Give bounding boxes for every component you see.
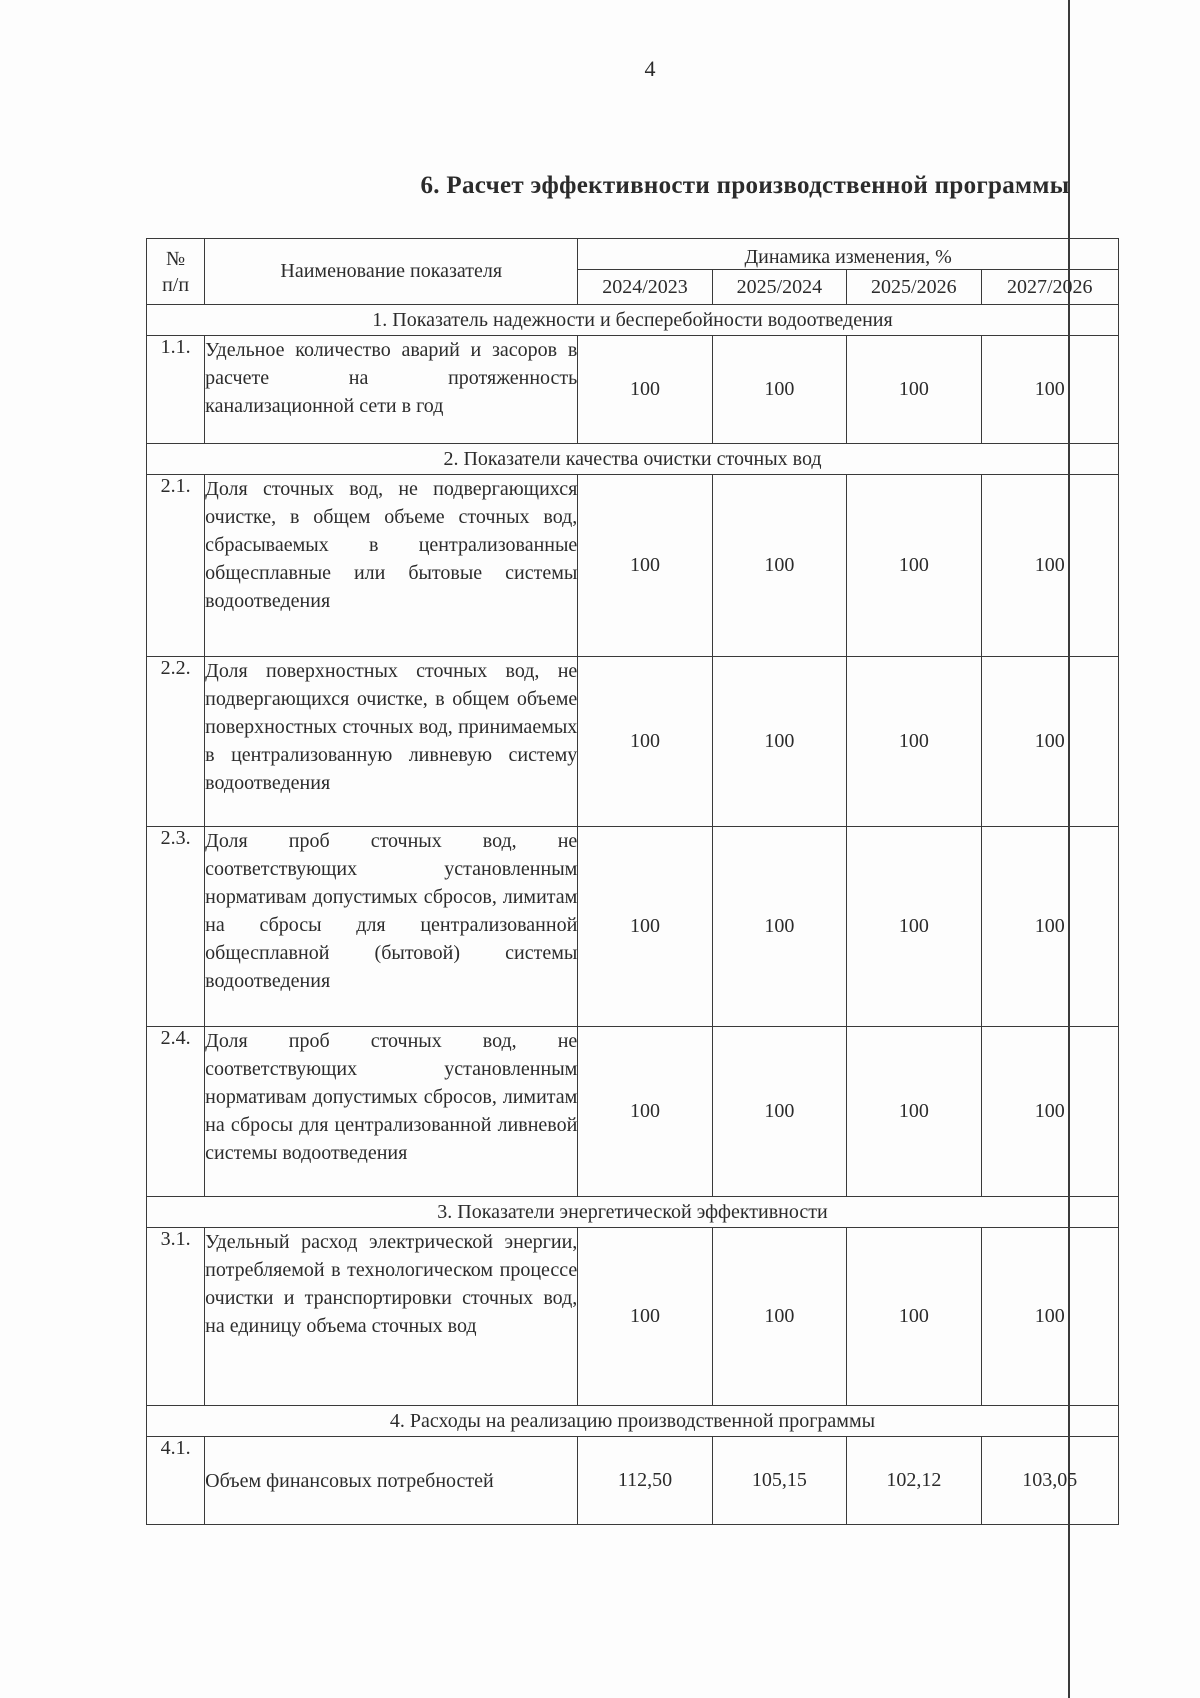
value-cell: 102,12 [847, 1437, 981, 1525]
value-cell: 100 [578, 475, 712, 657]
row-number: 4.1. [147, 1437, 205, 1525]
page-number: 4 [644, 56, 656, 81]
value-cell: 100 [578, 336, 712, 444]
value-cell: 100 [578, 1228, 712, 1406]
row-number: 1.1. [147, 336, 205, 444]
efficiency-table [146, 238, 1119, 1525]
section-title: 2. Показатели качества очистки сточных вод [147, 444, 1119, 475]
document-title: 6. Расчет эффективности производственной программы [420, 172, 1070, 199]
value-cell: 100 [981, 827, 1118, 1027]
header-year: 2025/2024 [712, 270, 846, 305]
header-year: 2027/2026 [981, 270, 1118, 305]
value-cell: 100 [847, 827, 981, 1027]
row-number: 2.2. [147, 657, 205, 827]
indicator-name: Доля поверхностных сточных вод, не подвергающихся очистке, в общем объеме поверхностных сточных вод, принимаемых в централизованную ливневую систему водоотведения [205, 657, 578, 827]
header-number [147, 239, 205, 305]
value-cell: 100 [578, 1027, 712, 1197]
value-cell: 100 [578, 657, 712, 827]
section-title: 4. Расходы на реализацию производственной программы [147, 1406, 1119, 1437]
section-title: 1. Показатель надежности и бесперебойности водоотведения [147, 305, 1119, 336]
value-cell: 100 [981, 1228, 1118, 1406]
value-cell: 100 [712, 827, 846, 1027]
row-number: 2.1. [147, 475, 205, 657]
section-title: 3. Показатели энергетической эффективности [147, 1197, 1119, 1228]
header-dynamics: Динамика изменения, % [578, 239, 1119, 270]
header-number-label: п/п [162, 273, 190, 296]
header-year: 2024/2023 [578, 270, 712, 305]
indicator-name: Объем финансовых потребностей [205, 1437, 578, 1525]
indicator-name: Доля проб сточных вод, не соответствующих установленным нормативам допустимых сбросов, лимитам на сбросы для централизованной ливневой системы водоотведения [205, 1027, 578, 1197]
indicator-name: Удельный расход электрической энергии, потребляемой в технологическом процессе очистки и транспортировки сточных вод, на единицу объема сточных вод [205, 1228, 578, 1406]
value-cell: 100 [981, 657, 1118, 827]
indicator-name: Удельное количество аварий и засоров в расчете на протяженность канализационной сети в год [205, 336, 578, 444]
value-cell: 100 [712, 475, 846, 657]
value-cell: 100 [712, 1228, 846, 1406]
value-cell: 100 [847, 336, 981, 444]
value-cell: 103,05 [981, 1437, 1118, 1525]
indicator-name: Доля проб сточных вод, не соответствующих установленным нормативам допустимых сбросов, лимитам на сбросы для централизованной общесплавной (бытовой) системы водоотведения [205, 827, 578, 1027]
header-year: 2025/2026 [847, 270, 981, 305]
value-cell: 100 [981, 1027, 1118, 1197]
row-number: 2.3. [147, 827, 205, 1027]
row-number: 3.1. [147, 1228, 205, 1406]
value-cell: 105,15 [712, 1437, 846, 1525]
value-cell: 100 [847, 1228, 981, 1406]
value-cell: 100 [712, 336, 846, 444]
row-number: 2.4. [147, 1027, 205, 1197]
value-cell: 112,50 [578, 1437, 712, 1525]
value-cell: 100 [578, 827, 712, 1027]
value-cell: 100 [847, 475, 981, 657]
header-number-symbol: № [166, 247, 186, 270]
value-cell: 100 [847, 1027, 981, 1197]
header-indicator-name: Наименование показателя [205, 239, 578, 305]
value-cell: 100 [981, 475, 1118, 657]
value-cell: 100 [981, 336, 1118, 444]
value-cell: 100 [712, 657, 846, 827]
value-cell: 100 [712, 1027, 846, 1197]
indicator-name: Доля сточных вод, не подвергающихся очистке, в общем объеме сточных вод, сбрасываемых в централизованные общесплавные или бытовые системы водоотведения [205, 475, 578, 657]
value-cell: 100 [847, 657, 981, 827]
